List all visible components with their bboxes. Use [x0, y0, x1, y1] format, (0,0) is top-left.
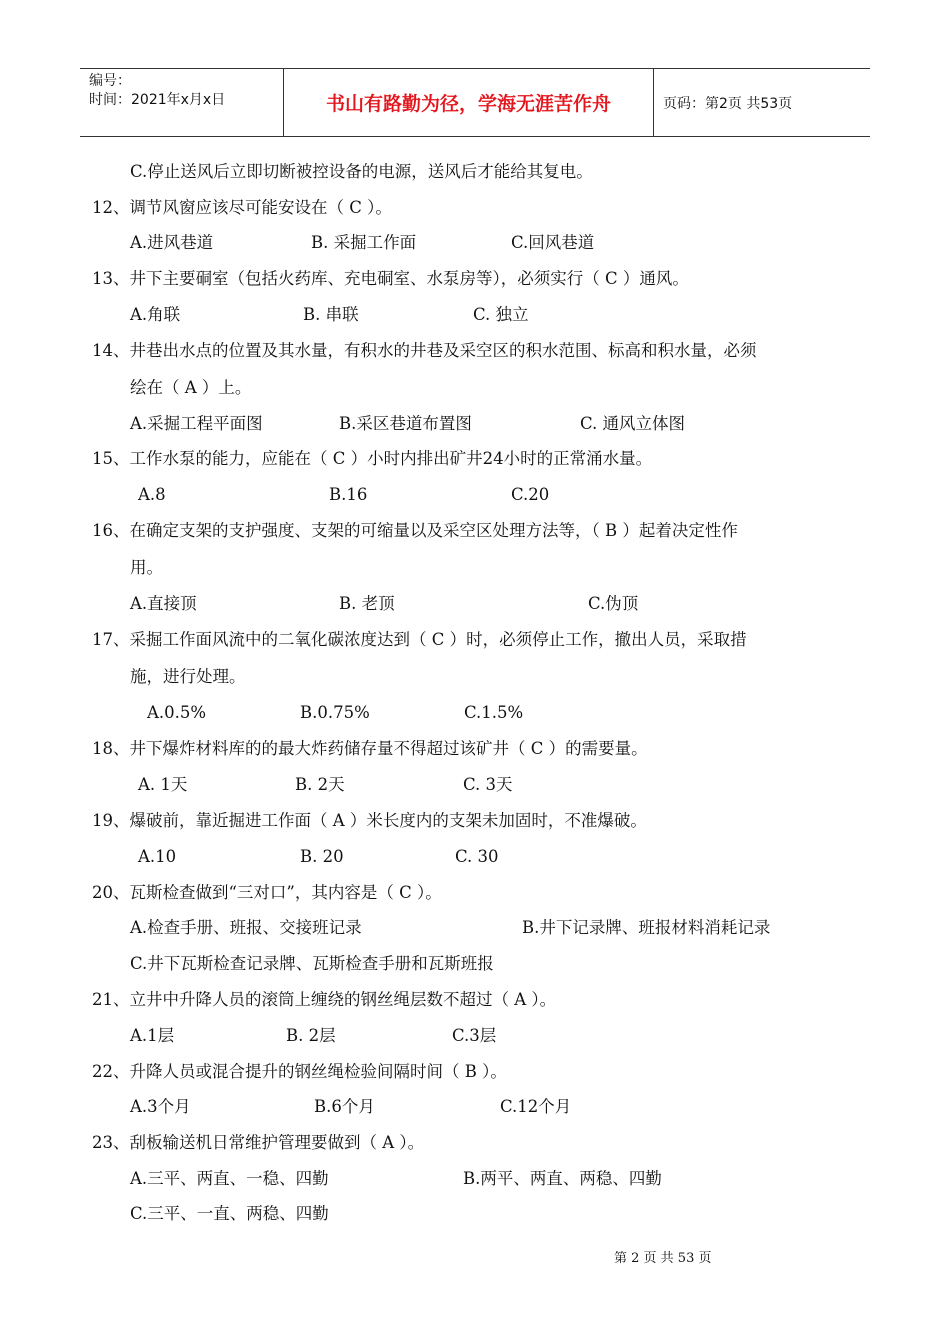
answer-option: A.3个月: [130, 1097, 191, 1116]
document-header: [80, 68, 870, 137]
answer-option: C. 30: [455, 847, 499, 866]
answer-option: B.两平、两直、两稳、四勤: [463, 1169, 662, 1188]
answer-option: C.3层: [452, 1026, 497, 1045]
answer-option: A.检查手册、班报、交接班记录: [130, 918, 362, 937]
answer-option: B.0.75%: [300, 703, 370, 722]
answer-option: C.停止送风后立即切断被控设备的电源，送风后才能给其复电。: [130, 162, 593, 181]
answer-option: B.6个月: [314, 1097, 375, 1116]
answer-option: C. 3天: [463, 775, 513, 794]
answer-option: B. 2层: [286, 1026, 336, 1045]
answer-option: A.8: [138, 485, 166, 504]
question-text: 20、瓦斯检查做到“三对口”，其内容是（ C ）。: [92, 883, 442, 902]
date-label: 时间：2021年x月x日: [89, 92, 226, 108]
answer-option: A.角联: [130, 305, 181, 324]
header-meta: [80, 69, 284, 136]
answer-option: B. 采掘工作面: [311, 233, 417, 252]
answer-option: C.伪顶: [588, 594, 639, 613]
question-text-continued: 绘在（ A ）上。: [130, 378, 252, 397]
question-text-continued: 用。: [130, 558, 163, 577]
answer-option: A.直接顶: [130, 594, 197, 613]
answer-option: B.采区巷道布置图: [339, 414, 472, 433]
footer-page-number: 第 2 页 共 53 页: [614, 1251, 712, 1266]
question-text: 19、爆破前，靠近掘进工作面（ A ）米长度内的支架未加固时，不准爆破。: [92, 811, 647, 830]
answer-option: C.1.5%: [464, 703, 524, 722]
answer-option: C.三平、一直、两稳、四勤: [130, 1204, 329, 1223]
header-page-info: 页码：第2页 共53页: [663, 95, 793, 112]
answer-option: A. 1天: [138, 775, 188, 794]
question-text: 16、在确定支架的支护强度、支架的可缩量以及采空区处理方法等，（ B ）起着决定性作: [92, 521, 738, 540]
answer-option: C. 通风立体图: [580, 414, 686, 433]
question-text: 14、井巷出水点的位置及其水量，有积水的井巷及采空区的积水范围、标高和积水量，必须: [92, 341, 757, 360]
answer-option: C.井下瓦斯检查记录牌、瓦斯检查手册和瓦斯班报: [130, 954, 494, 973]
question-text: 15、工作水泵的能力，应能在（ C ）小时内排出矿井24小时的正常涌水量。: [92, 449, 653, 468]
question-text: 13、井下主要硐室（包括火药库、充电硐室、水泵房等），必须实行（ C ）通风。: [92, 269, 689, 288]
question-text: 21、立井中升降人员的滚筒上缠绕的钢丝绳层数不超过（ A ）。: [92, 990, 557, 1009]
answer-option: B. 2天: [295, 775, 345, 794]
answer-option: A.10: [138, 847, 177, 866]
answer-option: B.16: [329, 485, 368, 504]
header-motto: 书山有路勤为径，学海无涯苦作舟: [284, 69, 654, 136]
answer-option: C.20: [511, 485, 550, 504]
answer-option: C.回风巷道: [511, 233, 595, 252]
question-text-continued: 施，进行处理。: [130, 667, 246, 686]
answer-option: A.1层: [130, 1026, 175, 1045]
answer-option: A.进风巷道: [130, 233, 214, 252]
question-text: 17、采掘工作面风流中的二氧化碳浓度达到（ C ）时，必须停止工作，撤出人员，采取措: [92, 630, 747, 649]
answer-option: C. 独立: [473, 305, 529, 324]
question-text: 18、井下爆炸材料库的的最大炸药储存量不得超过该矿井（ C ）的需要量。: [92, 739, 648, 758]
answer-option: A.三平、两直、一稳、四勤: [130, 1169, 329, 1188]
question-text: 12、调节风窗应该尽可能安设在（ C ）。: [92, 198, 392, 217]
answer-option: B.井下记录牌、班报材料消耗记录: [522, 918, 771, 937]
question-text: 23、刮板输送机日常维护管理要做到（ A ）。: [92, 1133, 425, 1152]
answer-option: C.12个月: [500, 1097, 572, 1116]
question-text: 22、升降人员或混合提升的钢丝绳检验间隔时间（ B ）。: [92, 1062, 507, 1081]
answer-option: A.0.5%: [147, 703, 207, 722]
answer-option: B. 20: [300, 847, 344, 866]
answer-option: B. 老顶: [339, 594, 395, 613]
serial-number-label: 编号：: [89, 73, 131, 89]
answer-option: B. 串联: [303, 305, 359, 324]
answer-option: A.采掘工程平面图: [130, 414, 263, 433]
